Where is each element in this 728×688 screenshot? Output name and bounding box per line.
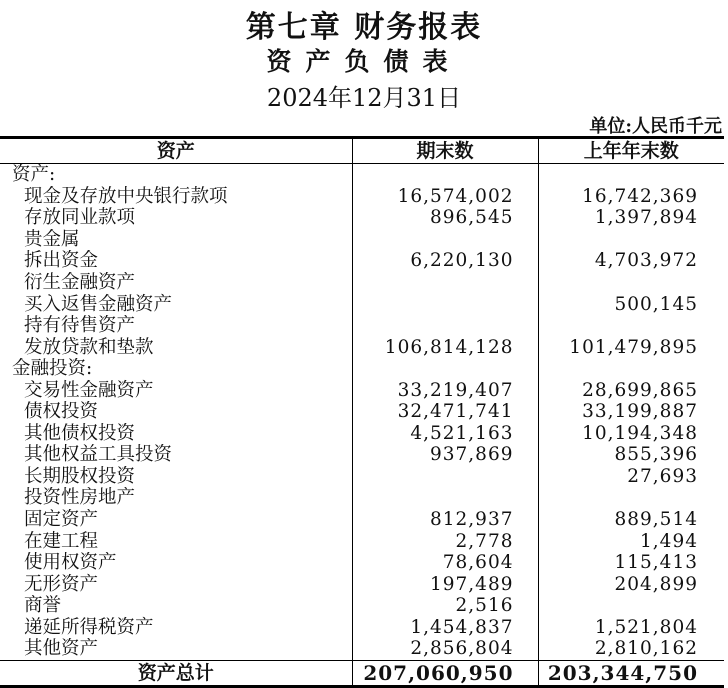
table-row <box>0 293 724 315</box>
row-value-prior: 27,693 <box>538 466 724 488</box>
table-row <box>0 423 724 445</box>
row-label: 买入返售金融资产 <box>24 293 173 315</box>
row-label: 金融投资: <box>12 358 93 380</box>
row-value-prior: 33,199,887 <box>538 401 724 423</box>
row-label: 使用权资产 <box>24 552 117 574</box>
row-value-current <box>352 466 538 488</box>
table-row <box>0 487 724 509</box>
row-value-current: 812,937 <box>352 509 538 531</box>
statement-date: 2024年12月31日 <box>266 84 462 112</box>
row-value-current: 2,856,804 <box>352 638 538 660</box>
row-value-prior: 16,742,369 <box>538 186 724 208</box>
row-label: 固定资产 <box>24 509 99 531</box>
row-value-current: 937,869 <box>352 444 538 466</box>
chapter-title: 第七章 财务报表 <box>245 10 483 45</box>
row-value-current: 33,219,407 <box>352 379 538 401</box>
table-row <box>0 229 724 251</box>
row-label: 衍生金融资产 <box>24 272 136 293</box>
table-row <box>0 379 724 401</box>
row-value-prior <box>538 272 724 294</box>
row-label: 现金及存放中央银行款项 <box>24 185 228 207</box>
table-row <box>0 530 724 552</box>
row-value-prior: 115,413 <box>538 552 724 574</box>
total-prior: 203,344,750 <box>538 660 724 686</box>
row-label: 存放同业款项 <box>24 207 136 229</box>
row-label: 交易性金融资产 <box>24 379 154 401</box>
column-header-item: 资产 <box>0 138 352 164</box>
row-value-prior: 1,521,804 <box>538 616 724 638</box>
table-row <box>0 573 724 595</box>
table-row <box>0 595 724 617</box>
row-value-prior: 889,514 <box>538 509 724 531</box>
row-label: 无形资产 <box>24 573 99 595</box>
row-value-current <box>352 164 538 186</box>
table-row <box>0 444 724 466</box>
table-header-row <box>0 138 724 164</box>
row-value-current: 4,521,163 <box>352 423 538 445</box>
statement-title: 资产负债表 <box>266 47 462 76</box>
row-label: 递延所得税资产 <box>24 616 154 638</box>
row-label: 长期股权投资 <box>24 465 136 487</box>
row-value-current: 1,454,837 <box>352 616 538 638</box>
row-label: 商誉 <box>24 595 62 617</box>
row-value-prior <box>538 595 724 617</box>
table-row <box>0 509 724 531</box>
row-label: 其他资产 <box>24 638 99 660</box>
row-value-current: 6,220,130 <box>352 250 538 272</box>
row-value-current <box>352 229 538 251</box>
row-value-current <box>352 358 538 380</box>
table-row <box>0 250 724 272</box>
row-label: 贵金属 <box>24 228 80 250</box>
table-row <box>0 186 724 208</box>
table-row <box>0 638 724 660</box>
table-row <box>0 207 724 229</box>
row-label: 拆出资金 <box>24 250 99 272</box>
row-value-current: 78,604 <box>352 552 538 574</box>
row-label: 在建工程 <box>24 530 99 552</box>
row-value-prior <box>538 315 724 337</box>
row-label: 其他债权投资 <box>24 422 136 444</box>
table-row <box>0 272 724 294</box>
row-value-current <box>352 293 538 315</box>
column-header-period-end: 期末数 <box>352 138 538 164</box>
table-row <box>0 401 724 423</box>
column-header-prior-year-end: 上年年末数 <box>538 138 724 164</box>
row-value-prior: 855,396 <box>538 444 724 466</box>
table-row <box>0 315 724 337</box>
table-row <box>0 616 724 638</box>
row-label: 其他权益工具投资 <box>24 444 173 466</box>
table-body <box>0 164 724 661</box>
row-label: 资产: <box>12 164 56 186</box>
row-value-prior: 28,699,865 <box>538 379 724 401</box>
row-value-current: 16,574,002 <box>352 186 538 208</box>
total-current: 207,060,950 <box>352 660 538 686</box>
row-value-current: 106,814,128 <box>352 336 538 358</box>
row-value-prior: 4,703,972 <box>538 250 724 272</box>
row-value-current: 2,516 <box>352 595 538 617</box>
row-label: 发放贷款和垫款 <box>24 336 154 358</box>
total-row <box>0 660 724 686</box>
currency-unit: 单位:人民币千元 <box>589 116 722 137</box>
row-value-prior <box>538 164 724 186</box>
row-value-prior: 101,479,895 <box>538 336 724 358</box>
row-value-prior: 500,145 <box>538 293 724 315</box>
row-value-current: 2,778 <box>352 530 538 552</box>
table-row <box>0 552 724 574</box>
row-value-prior <box>538 487 724 509</box>
total-label: 资产总计 <box>0 660 352 686</box>
row-value-prior: 10,194,348 <box>538 423 724 445</box>
row-value-current <box>352 487 538 509</box>
row-value-current <box>352 315 538 337</box>
row-label: 投资性房地产 <box>24 487 136 509</box>
table-row <box>0 358 724 380</box>
table-row <box>0 466 724 488</box>
row-value-prior <box>538 358 724 380</box>
row-value-prior: 2,810,162 <box>538 638 724 660</box>
row-value-prior: 204,899 <box>538 573 724 595</box>
row-value-prior <box>538 229 724 251</box>
row-value-current: 32,471,741 <box>352 401 538 423</box>
row-value-prior: 1,494 <box>538 530 724 552</box>
row-value-prior: 1,397,894 <box>538 207 724 229</box>
table-row <box>0 164 724 186</box>
balance-sheet-table <box>0 136 724 688</box>
row-label: 债权投资 <box>24 401 99 423</box>
table-row <box>0 336 724 358</box>
row-value-current: 197,489 <box>352 573 538 595</box>
row-value-current <box>352 272 538 294</box>
row-value-current: 896,545 <box>352 207 538 229</box>
row-label: 持有待售资产 <box>24 315 136 337</box>
